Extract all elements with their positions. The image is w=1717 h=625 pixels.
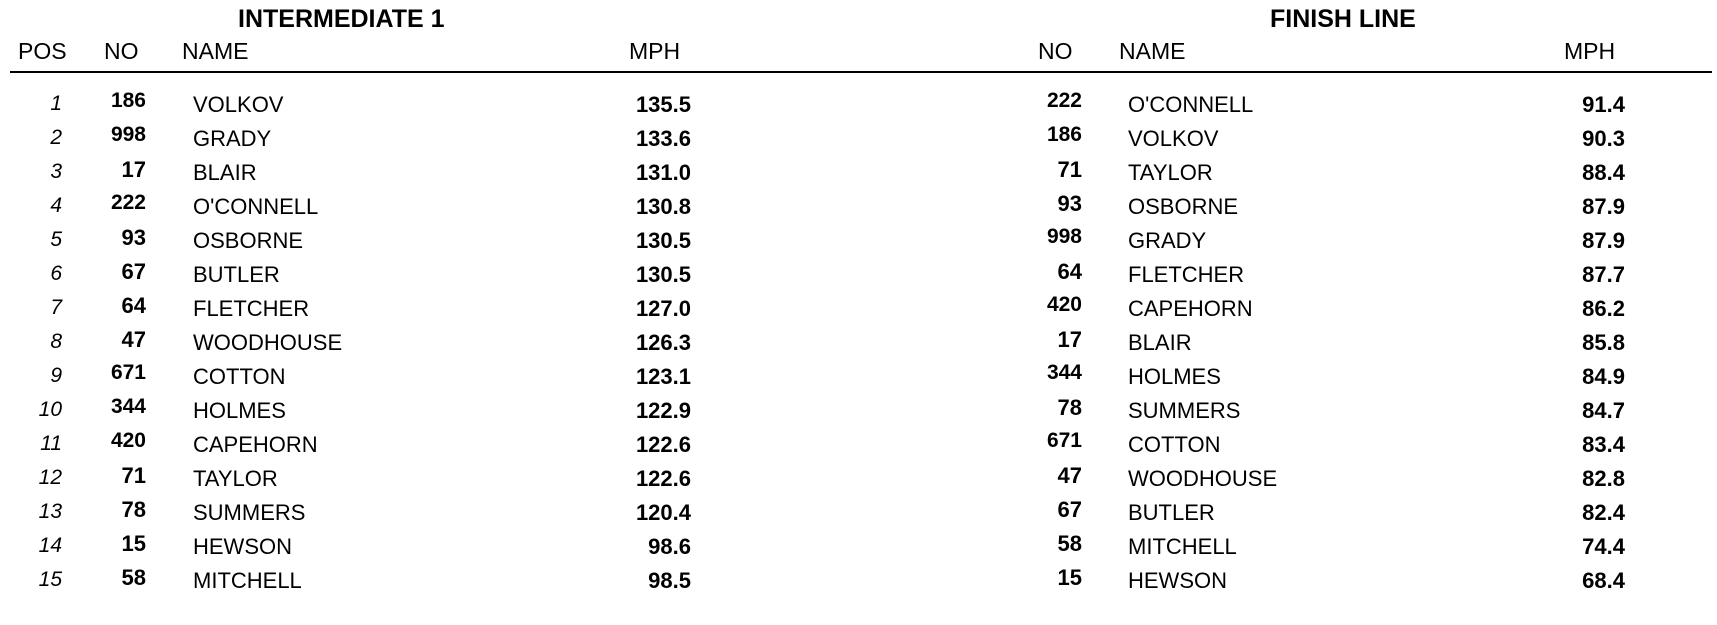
intermediate-name: CAPEHORN	[193, 432, 318, 457]
table-row	[0, 424, 1717, 458]
finish-mph: 84.9	[1582, 364, 1625, 389]
intermediate-pos: 14	[38, 534, 62, 557]
intermediate-no: 186	[110, 89, 146, 112]
intermediate-pos: 1	[50, 92, 62, 115]
finish-name: COTTON	[1128, 432, 1221, 457]
finish-no: 344	[1046, 361, 1082, 384]
finish-mph: 88.4	[1582, 160, 1625, 185]
intermediate-header-pos: POS	[18, 38, 67, 64]
table-row	[0, 356, 1717, 390]
intermediate-name: TAYLOR	[193, 466, 278, 491]
finish-name: BLAIR	[1128, 330, 1192, 355]
finish-mph: 74.4	[1582, 534, 1625, 559]
finish-name: VOLKOV	[1128, 126, 1219, 151]
finish-name: SUMMERS	[1128, 398, 1241, 423]
intermediate-no: 71	[121, 463, 146, 488]
finish-name: WOODHOUSE	[1128, 466, 1278, 491]
finish-name: CAPEHORN	[1128, 296, 1253, 321]
finish-name: MITCHELL	[1128, 534, 1237, 559]
finish-no: 998	[1046, 225, 1082, 248]
finish-name: TAYLOR	[1128, 160, 1213, 185]
intermediate-name: MITCHELL	[193, 568, 302, 593]
finish-mph: 83.4	[1582, 432, 1625, 457]
finish-name: HOLMES	[1128, 364, 1221, 389]
finish-mph: 91.4	[1582, 92, 1625, 117]
finish-name: O'CONNELL	[1128, 92, 1254, 117]
intermediate-name: VOLKOV	[193, 92, 284, 117]
finish-mph: 82.4	[1582, 500, 1625, 525]
finish-mph: 87.9	[1582, 194, 1625, 219]
intermediate-no: 64	[121, 293, 146, 318]
finish-header-name: NAME	[1119, 38, 1186, 64]
table-row	[0, 84, 1717, 118]
intermediate-pos: 4	[50, 194, 62, 217]
intermediate-pos: 8	[50, 330, 62, 353]
intermediate-mph: 122.9	[635, 398, 691, 423]
finish-no: 17	[1057, 327, 1082, 352]
intermediate-mph: 130.8	[635, 194, 691, 219]
finish-mph: 87.9	[1582, 228, 1625, 253]
finish-name: OSBORNE	[1128, 194, 1239, 219]
intermediate-mph: 126.3	[635, 330, 691, 355]
finish-no: 78	[1057, 395, 1082, 420]
intermediate-name: BLAIR	[193, 160, 257, 185]
intermediate-mph: 123.1	[635, 364, 691, 389]
intermediate-header-no: NO	[104, 38, 139, 64]
intermediate-name: GRADY	[193, 126, 272, 151]
intermediate-pos: 15	[38, 568, 62, 591]
intermediate-mph: 130.5	[635, 228, 691, 253]
header-divider	[10, 71, 1712, 73]
intermediate-title: INTERMEDIATE 1	[238, 5, 445, 33]
intermediate-pos: 9	[50, 364, 62, 387]
intermediate-no: 671	[110, 361, 146, 384]
intermediate-pos: 12	[38, 466, 62, 489]
intermediate-no: 78	[121, 497, 146, 522]
table-row	[0, 254, 1717, 288]
intermediate-pos: 11	[40, 432, 62, 455]
table-row	[0, 390, 1717, 424]
intermediate-name: HOLMES	[193, 398, 286, 423]
finish-no: 15	[1057, 565, 1082, 590]
intermediate-name: HEWSON	[193, 534, 292, 559]
intermediate-no: 58	[121, 565, 146, 590]
intermediate-header-name: NAME	[182, 38, 249, 64]
finish-no: 186	[1046, 123, 1082, 146]
finish-mph: 87.7	[1582, 262, 1625, 287]
finish-header-mph: MPH	[1564, 38, 1616, 64]
intermediate-header-mph: MPH	[629, 38, 681, 64]
intermediate-name: COTTON	[193, 364, 286, 389]
finish-mph: 86.2	[1582, 296, 1625, 321]
finish-no: 47	[1057, 463, 1082, 488]
intermediate-no: 17	[121, 157, 146, 182]
table-row	[0, 288, 1717, 322]
intermediate-no: 222	[110, 191, 146, 214]
table-row	[0, 152, 1717, 186]
intermediate-name: WOODHOUSE	[193, 330, 343, 355]
intermediate-pos: 3	[50, 160, 62, 183]
finish-mph: 85.8	[1582, 330, 1625, 355]
finish-name: GRADY	[1128, 228, 1207, 253]
finish-no: 67	[1057, 497, 1082, 522]
intermediate-pos: 13	[38, 500, 62, 523]
finish-no: 420	[1046, 293, 1082, 316]
table-row	[0, 458, 1717, 492]
intermediate-no: 15	[121, 531, 146, 556]
intermediate-mph: 130.5	[635, 262, 691, 287]
table-row	[0, 560, 1717, 594]
intermediate-mph: 122.6	[635, 466, 691, 491]
intermediate-mph: 98.6	[648, 534, 691, 559]
finish-header-no: NO	[1038, 38, 1073, 64]
finish-mph: 84.7	[1582, 398, 1625, 423]
intermediate-name: FLETCHER	[193, 296, 310, 321]
finish-mph: 90.3	[1582, 126, 1625, 151]
intermediate-mph: 98.5	[648, 568, 691, 593]
finish-mph: 68.4	[1582, 568, 1625, 593]
table-row	[0, 118, 1717, 152]
intermediate-mph: 135.5	[635, 92, 691, 117]
intermediate-mph: 131.0	[635, 160, 691, 185]
table-row	[0, 492, 1717, 526]
intermediate-no: 998	[110, 123, 146, 146]
table-row	[0, 322, 1717, 356]
intermediate-mph: 133.6	[635, 126, 691, 151]
intermediate-pos: 6	[50, 262, 62, 285]
intermediate-name: SUMMERS	[193, 500, 306, 525]
finish-no: 64	[1057, 259, 1082, 284]
finish-line-title: FINISH LINE	[1270, 5, 1416, 33]
table-row	[0, 526, 1717, 560]
finish-name: HEWSON	[1128, 568, 1227, 593]
intermediate-pos: 10	[38, 398, 62, 421]
finish-no: 71	[1057, 157, 1082, 182]
intermediate-no: 420	[110, 429, 146, 452]
intermediate-mph: 127.0	[635, 296, 691, 321]
table-row	[0, 220, 1717, 254]
intermediate-name: OSBORNE	[193, 228, 304, 253]
intermediate-no: 47	[121, 327, 146, 352]
intermediate-mph: 120.4	[635, 500, 691, 525]
intermediate-pos: 2	[50, 126, 62, 149]
finish-mph: 82.8	[1582, 466, 1625, 491]
intermediate-no: 67	[121, 259, 146, 284]
table-row	[0, 186, 1717, 220]
intermediate-no: 344	[110, 395, 146, 418]
finish-name: FLETCHER	[1128, 262, 1245, 287]
intermediate-no: 93	[121, 225, 146, 250]
finish-no: 222	[1046, 89, 1082, 112]
intermediate-pos: 7	[50, 296, 62, 319]
intermediate-name: O'CONNELL	[193, 194, 319, 219]
intermediate-pos: 5	[50, 228, 62, 251]
intermediate-name: BUTLER	[193, 262, 280, 287]
finish-no: 58	[1057, 531, 1082, 556]
intermediate-mph: 122.6	[635, 432, 691, 457]
finish-name: BUTLER	[1128, 500, 1215, 525]
finish-no: 671	[1046, 429, 1082, 452]
finish-no: 93	[1057, 191, 1082, 216]
